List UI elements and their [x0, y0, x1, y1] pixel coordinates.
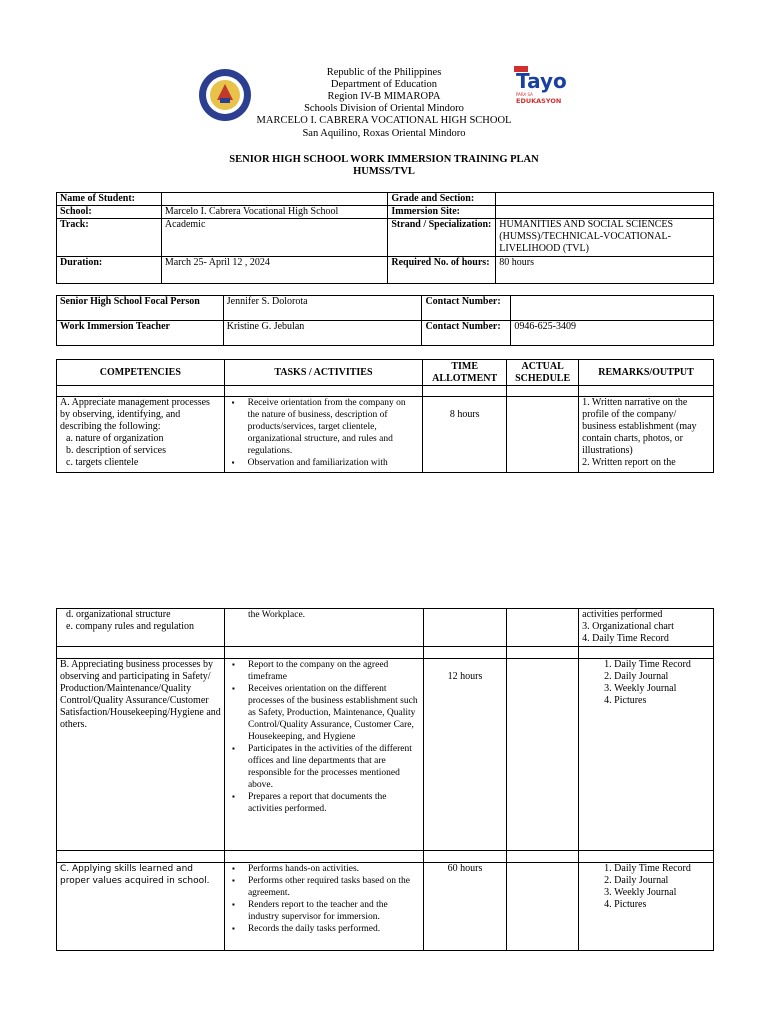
- remark-item: 3. Weekly Journal: [614, 887, 710, 899]
- tayo-logo-text: Tayo: [516, 69, 567, 93]
- hours-value: 80 hours: [496, 257, 714, 284]
- school-value: Marcelo I. Cabrera Vocational High School: [161, 206, 388, 219]
- focal-person-value: Jennifer S. Dolorota: [223, 296, 422, 321]
- document-subtitle: HUMSS/TVL: [353, 166, 415, 177]
- task-item: ▪ Receive orientation from the company on the nature of business, description of products/services, target clientele, organizational structure, and rules and regulations.: [248, 397, 420, 457]
- time-a-cell: 8 hours: [423, 397, 507, 473]
- contact-number-label: Contact Number:: [422, 296, 511, 321]
- header-address: San Aquilino, Roxas Oriental Mindoro: [302, 128, 466, 139]
- table-row: [57, 659, 714, 851]
- personnel-table: [56, 295, 714, 346]
- duration-value: March 25- April 12 , 2024: [161, 257, 388, 284]
- competency-a-cont-cell: [57, 609, 225, 647]
- competency-a-item: d. organizational structure: [66, 609, 171, 620]
- table-row: [57, 397, 714, 473]
- task-item: ▪ Observation and familiarization with: [248, 457, 420, 469]
- competency-c-cell: C. Applying skills learned and proper values acquired in school.: [57, 863, 225, 951]
- remark-item: activities performed: [582, 609, 663, 620]
- task-item: ▪ Participates in the activities of the different offices and line departments that are responsible for the processes mentioned above.: [248, 743, 420, 791]
- grade-label: Grade and Section:: [388, 193, 496, 206]
- remark-item: 1. Daily Time Record: [614, 863, 710, 875]
- contact-number-label: Contact Number:: [422, 321, 511, 346]
- competency-a-item: b. description of services: [66, 445, 166, 456]
- student-info-table: [56, 192, 714, 284]
- tasks-b-cell: [224, 659, 423, 851]
- header-region: Region IV-B MIMAROPA: [327, 91, 441, 102]
- remarks-a-cont-cell: [579, 609, 714, 647]
- name-label: Name of Student:: [57, 193, 162, 206]
- remark-item: 2. Daily Journal: [614, 671, 710, 683]
- track-value: Academic: [161, 219, 388, 257]
- remarks-c-cell: [579, 863, 714, 951]
- focal-person-label: Senior High School Focal Person: [57, 296, 224, 321]
- header-time-allotment: TIME ALLOTMENT: [423, 360, 507, 386]
- remarks-b-cell: [579, 659, 714, 851]
- header-school: MARCELO I. CABRERA VOCATIONAL HIGH SCHOOL: [256, 115, 512, 126]
- training-plan-table-continued: [56, 608, 714, 951]
- track-label: Track:: [57, 219, 162, 257]
- task-item: ▪ Performs hands-on activities.: [248, 863, 420, 875]
- header-actual-schedule: ACTUAL SCHEDULE: [507, 360, 579, 386]
- schedule-a-cell: [507, 397, 579, 473]
- tayo-logo-bottom: EDUKASYON: [516, 97, 562, 105]
- header-division: Schools Division of Oriental Mindoro: [304, 103, 464, 114]
- teacher-label: Work Immersion Teacher: [57, 321, 224, 346]
- duration-label: Duration:: [57, 257, 162, 284]
- grade-value: [496, 193, 714, 206]
- header-republic: Republic of the Philippines: [326, 67, 442, 78]
- competency-a-item: c. targets clientele: [66, 457, 139, 468]
- task-item: ▪ Records the daily tasks performed.: [248, 923, 420, 935]
- strand-label: Strand / Specialization:: [388, 219, 496, 257]
- document-title: SENIOR HIGH SCHOOL WORK IMMERSION TRAINING PLAN: [229, 154, 539, 165]
- tasks-a-cont-cell: the Workplace.: [224, 609, 423, 647]
- tasks-a-cell: [224, 397, 423, 473]
- table-row: [57, 863, 714, 951]
- competency-b-cell: B. Appreciating business processes by observing and participating in Safety/ Production/Maintenance/Quality Control/Quality Assurance/Customer Satisfaction/Housekeeping/Hygiene and others.: [57, 659, 225, 851]
- competency-a-item: e. company rules and regulation: [66, 621, 195, 632]
- competency-a-cell: [57, 397, 225, 473]
- schedule-b-cell: [507, 659, 579, 851]
- school-label: School:: [57, 206, 162, 219]
- header-competencies: COMPETENCIES: [57, 360, 225, 386]
- table-row: [57, 609, 714, 647]
- strand-value: HUMANITIES AND SOCIAL SCIENCES (HUMSS)/TECHNICAL-VOCATIONAL-LIVELIHOOD (TVL): [496, 219, 714, 257]
- name-value: [161, 193, 388, 206]
- tayo-logo-small: PARA SA: [516, 92, 533, 97]
- competency-a-item: a. nature of organization: [66, 433, 164, 444]
- remarks-a-cell: 1. Written narrative on the profile of the company/ business establishment (may contain charts, photos, or illustrations) 2. Written report on the: [579, 397, 714, 473]
- remark-item: 4. Daily Time Record: [582, 633, 669, 644]
- header-department: Department of Education: [330, 79, 438, 90]
- remark-item: 1. Daily Time Record: [614, 659, 710, 671]
- remark-item: 4. Pictures: [614, 695, 710, 707]
- remark-item: 2. Daily Journal: [614, 875, 710, 887]
- header-remarks: REMARKS/OUTPUT: [579, 360, 714, 386]
- site-value: [496, 206, 714, 219]
- hours-label: Required No. of hours:: [388, 257, 496, 284]
- schedule-c-cell: [507, 863, 579, 951]
- remark-item: 3. Weekly Journal: [614, 683, 710, 695]
- task-item: ▪ Prepares a report that documents the activities performed.: [248, 791, 420, 815]
- contact-number-value: 0946-625-3409: [511, 321, 714, 346]
- contact-number-value: [511, 296, 714, 321]
- remark-item: 3. Organizational chart: [582, 621, 674, 632]
- task-item: ▪ Report to the company on the agreed timeframe: [248, 659, 420, 683]
- time-b-cell: 12 hours: [423, 659, 507, 851]
- time-c-cell: 60 hours: [423, 863, 507, 951]
- tasks-c-cell: [224, 863, 423, 951]
- task-item: ▪ Performs other required tasks based on the agreement.: [248, 875, 420, 899]
- competency-a-intro: A. Appreciate management processes by observing, identifying, and describing the following:: [60, 397, 210, 432]
- training-plan-table: [56, 359, 714, 473]
- header-tasks: TASKS / ACTIVITIES: [224, 360, 423, 386]
- task-item: ▪ Renders report to the teacher and the industry supervisor for immersion.: [248, 899, 420, 923]
- task-item: ▪ Receives orientation on the different processes of the business establishment such as Safety, Production, Maintenance, Quality Control/Quality Assurance, Customer Care, Housekeeping, and Hygiene: [248, 683, 420, 743]
- remark-item: 4. Pictures: [614, 899, 710, 911]
- site-label: Immersion Site:: [388, 206, 496, 219]
- teacher-value: Kristine G. Jebulan: [223, 321, 422, 346]
